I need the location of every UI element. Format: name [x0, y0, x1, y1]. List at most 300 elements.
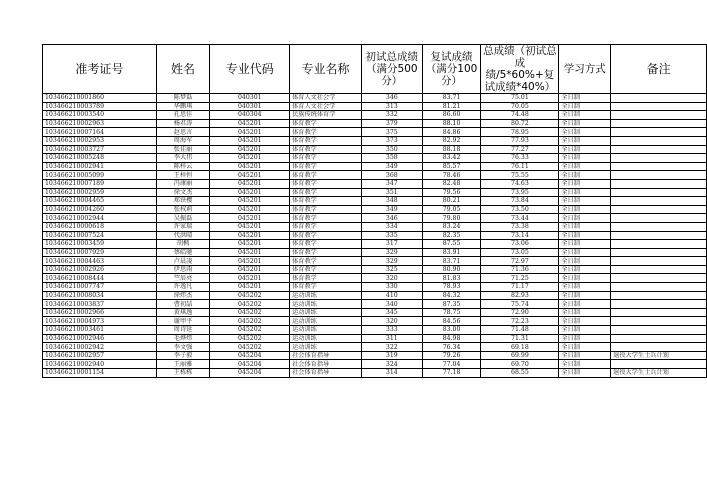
cell-name: 周海军 [156, 136, 210, 145]
cell-major-code: 045201 [210, 257, 290, 266]
cell-retest-score: 83.42 [422, 154, 481, 163]
cell-name: 郑铁樱 [156, 197, 210, 206]
cell-initial-score: 322 [361, 343, 422, 352]
cell-total-score: 69.18 [481, 343, 559, 352]
cell-major-name: 体育教学 [290, 274, 362, 283]
cell-retest-score: 82.92 [422, 136, 481, 145]
cell-remark [611, 248, 707, 257]
cell-initial-score: 350 [361, 145, 422, 154]
cell-exam-id: 103466210001154 [43, 369, 157, 378]
cell-major-name: 社会体育指导 [290, 369, 362, 378]
cell-name: 竺辰亮 [156, 274, 210, 283]
cell-major-name: 社会体育指导 [290, 351, 362, 360]
cell-total-score: 82.93 [481, 291, 559, 300]
cell-major-code: 045201 [210, 265, 290, 274]
cell-major-code: 045201 [210, 119, 290, 128]
cell-initial-score: 351 [361, 188, 422, 197]
cell-exam-id: 103466210002953 [43, 136, 157, 145]
cell-study-mode: 全日制 [559, 214, 611, 223]
cell-major-name: 体育教学 [290, 197, 362, 206]
cell-study-mode: 全日制 [559, 162, 611, 171]
cell-initial-score: 358 [361, 154, 422, 163]
cell-total-score: 74.48 [481, 111, 559, 120]
cell-initial-score: 345 [361, 308, 422, 317]
cell-name: 胡枫 [156, 240, 210, 249]
cell-study-mode: 全日制 [559, 128, 611, 137]
table-body [43, 94, 707, 378]
cell-total-score: 80.72 [481, 119, 559, 128]
cell-major-code: 045201 [210, 214, 290, 223]
cell-study-mode: 全日制 [559, 197, 611, 206]
header-total-score: 总成绩（初试总成绩/5*60%+复试成绩*40%） [481, 45, 559, 94]
cell-remark [611, 240, 707, 249]
cell-exam-id: 103466210002926 [43, 265, 157, 274]
cell-exam-id: 103466210003459 [43, 240, 157, 249]
cell-major-name: 体育教学 [290, 145, 362, 154]
table-row [43, 214, 707, 223]
cell-exam-id: 103466210002966 [43, 308, 157, 317]
cell-major-name: 体育教学 [290, 257, 362, 266]
cell-retest-score: 79.56 [422, 188, 481, 197]
cell-major-code: 045201 [210, 222, 290, 231]
cell-major-name: 运动训练 [290, 291, 362, 300]
cell-exam-id: 103466210001860 [43, 94, 157, 103]
table-row [43, 248, 707, 257]
cell-name: 王梓恒 [156, 171, 210, 180]
cell-name: 张佳丽 [156, 145, 210, 154]
cell-name: 吴振磊 [156, 214, 210, 223]
header-remark: 备注 [611, 45, 707, 94]
cell-total-score: 69.70 [481, 360, 559, 369]
cell-major-name: 体育教学 [290, 128, 362, 137]
cell-remark [611, 343, 707, 352]
cell-major-code: 045201 [210, 154, 290, 163]
cell-total-score: 73.06 [481, 240, 559, 249]
header-initial-score: 初试总成绩（满分500分） [361, 45, 422, 94]
cell-major-name: 体育教学 [290, 179, 362, 188]
cell-major-code: 045201 [210, 145, 290, 154]
cell-retest-score: 80.21 [422, 197, 481, 206]
cell-remark [611, 231, 707, 240]
cell-major-name: 体育教学 [290, 188, 362, 197]
cell-total-score: 77.27 [481, 145, 559, 154]
cell-initial-score: 333 [361, 326, 422, 335]
table-row [43, 369, 707, 378]
table-row [43, 145, 707, 154]
cell-study-mode: 全日制 [559, 317, 611, 326]
cell-remark [611, 154, 707, 163]
cell-exam-id: 103466210003461 [43, 326, 157, 335]
cell-study-mode: 全日制 [559, 119, 611, 128]
cell-total-score: 68.55 [481, 369, 559, 378]
cell-exam-id: 103466210004463 [43, 257, 157, 266]
cell-study-mode: 全日制 [559, 171, 611, 180]
cell-name: 伊思雨 [156, 265, 210, 274]
cell-major-name: 社会体育指导 [290, 360, 362, 369]
cell-major-name: 体育教学 [290, 222, 362, 231]
cell-remark [611, 360, 707, 369]
cell-major-name: 体育教学 [290, 283, 362, 292]
cell-total-score: 71.48 [481, 326, 559, 335]
cell-name: 徐文杰 [156, 188, 210, 197]
cell-study-mode: 全日制 [559, 136, 611, 145]
cell-total-score: 73.84 [481, 197, 559, 206]
cell-study-mode: 全日制 [559, 188, 611, 197]
cell-major-code: 045201 [210, 188, 290, 197]
cell-name: 王丽雅 [156, 360, 210, 369]
cell-initial-score: 320 [361, 274, 422, 283]
table-row [43, 291, 707, 300]
cell-name: 冯康丽 [156, 179, 210, 188]
table-row [43, 188, 707, 197]
cell-retest-score: 78.93 [422, 283, 481, 292]
cell-initial-score: 346 [361, 94, 422, 103]
cell-remark [611, 205, 707, 214]
table-row [43, 231, 707, 240]
cell-exam-id: 103466210008444 [43, 274, 157, 283]
cell-major-name: 运动训练 [290, 317, 362, 326]
table-row [43, 343, 707, 352]
cell-study-mode: 全日制 [559, 300, 611, 309]
cell-initial-score: 410 [361, 291, 422, 300]
cell-exam-id: 103466210002957 [43, 351, 157, 360]
cell-remark [611, 334, 707, 343]
cell-name: 周诗延 [156, 326, 210, 335]
cell-name: 陈梦磊 [156, 94, 210, 103]
cell-study-mode: 全日制 [559, 343, 611, 352]
cell-name: 徐炜杰 [156, 291, 210, 300]
cell-name: 谢甲平 [156, 317, 210, 326]
cell-study-mode: 全日制 [559, 334, 611, 343]
cell-major-name: 体育教学 [290, 171, 362, 180]
table-row [43, 128, 707, 137]
cell-retest-score: 83.71 [422, 257, 481, 266]
cell-retest-score: 83.91 [422, 248, 481, 257]
cell-initial-score: 320 [361, 317, 422, 326]
cell-total-score: 76.11 [481, 162, 559, 171]
cell-study-mode: 全日制 [559, 248, 611, 257]
header-study-mode: 学习方式 [559, 45, 611, 94]
cell-major-name: 体育教学 [290, 231, 362, 240]
cell-exam-id: 103466210005248 [43, 154, 157, 163]
cell-remark: 退役大学生士兵计划 [611, 351, 707, 360]
cell-name: 张权莉 [156, 205, 210, 214]
cell-exam-id: 103466210004973 [43, 317, 157, 326]
cell-name: 孔思佳 [156, 111, 210, 120]
table-row [43, 334, 707, 343]
cell-study-mode: 全日制 [559, 291, 611, 300]
cell-retest-score: 88.18 [422, 145, 481, 154]
cell-retest-score: 76.34 [422, 343, 481, 352]
cell-initial-score: 368 [361, 171, 422, 180]
cell-major-name: 运动训练 [290, 326, 362, 335]
cell-total-score: 73.38 [481, 222, 559, 231]
table-row [43, 265, 707, 274]
cell-initial-score: 379 [361, 119, 422, 128]
cell-major-code: 045201 [210, 240, 290, 249]
cell-remark [611, 119, 707, 128]
cell-exam-id: 103466210007747 [43, 283, 157, 292]
cell-remark [611, 128, 707, 137]
cell-initial-score: 335 [361, 231, 422, 240]
score-table [42, 44, 707, 378]
cell-name: 李文强 [156, 343, 210, 352]
cell-name: 代洪晴 [156, 231, 210, 240]
cell-exam-id: 103466210002959 [43, 188, 157, 197]
cell-total-score: 77.93 [481, 136, 559, 145]
cell-initial-score: 348 [361, 197, 422, 206]
cell-retest-score: 77.18 [422, 369, 481, 378]
cell-retest-score: 79.26 [422, 351, 481, 360]
cell-total-score: 75.74 [481, 300, 559, 309]
cell-study-mode: 全日制 [559, 257, 611, 266]
cell-study-mode: 全日制 [559, 154, 611, 163]
cell-total-score: 71.36 [481, 265, 559, 274]
cell-exam-id: 103466210002942 [43, 343, 157, 352]
cell-study-mode: 全日制 [559, 179, 611, 188]
cell-exam-id: 103466210003837 [43, 300, 157, 309]
header-name: 姓名 [156, 45, 210, 94]
cell-total-score: 75.01 [481, 94, 559, 103]
cell-total-score: 73.14 [481, 231, 559, 240]
cell-total-score: 69.99 [481, 351, 559, 360]
cell-major-code: 045201 [210, 205, 290, 214]
cell-total-score: 72.90 [481, 308, 559, 317]
cell-initial-score: 329 [361, 248, 422, 257]
cell-remark [611, 300, 707, 309]
cell-study-mode: 全日制 [559, 231, 611, 240]
cell-retest-score: 83.24 [422, 222, 481, 231]
header-exam-id: 准考证号 [43, 45, 157, 94]
cell-major-name: 体育教学 [290, 205, 362, 214]
table-row [43, 300, 707, 309]
table-row [43, 111, 707, 120]
cell-major-name: 体育教学 [290, 214, 362, 223]
cell-remark: 退役大学生士兵计划 [611, 369, 707, 378]
cell-name: 赵思言 [156, 128, 210, 137]
cell-study-mode: 全日制 [559, 360, 611, 369]
cell-exam-id: 103466210004260 [43, 205, 157, 214]
cell-name: 李大伟 [156, 154, 210, 163]
header-retest-score: 复试成绩（满分100分） [422, 45, 481, 94]
cell-study-mode: 全日制 [559, 222, 611, 231]
cell-major-code: 045204 [210, 369, 290, 378]
cell-name: 蔡皓驰 [156, 248, 210, 257]
table-row [43, 162, 707, 171]
cell-exam-id: 103466210008034 [43, 291, 157, 300]
cell-major-code: 045201 [210, 179, 290, 188]
cell-major-name: 体育教学 [290, 240, 362, 249]
cell-major-name: 体育人文社会学 [290, 102, 362, 111]
cell-remark [611, 317, 707, 326]
cell-total-score: 73.95 [481, 188, 559, 197]
cell-total-score: 72.97 [481, 257, 559, 266]
cell-major-code: 045201 [210, 283, 290, 292]
cell-total-score: 73.44 [481, 214, 559, 223]
cell-major-code: 045202 [210, 300, 290, 309]
cell-major-code: 045202 [210, 343, 290, 352]
cell-major-code: 040301 [210, 102, 290, 111]
cell-remark [611, 162, 707, 171]
cell-major-name: 体育教学 [290, 248, 362, 257]
cell-study-mode: 全日制 [559, 351, 611, 360]
cell-initial-score: 317 [361, 240, 422, 249]
cell-major-name: 体育教学 [290, 136, 362, 145]
cell-remark [611, 222, 707, 231]
cell-exam-id: 103466210000618 [43, 222, 157, 231]
cell-study-mode: 全日制 [559, 205, 611, 214]
cell-major-name: 运动训练 [290, 343, 362, 352]
cell-total-score: 76.33 [481, 154, 559, 163]
cell-initial-score: 349 [361, 162, 422, 171]
cell-retest-score: 77.04 [422, 360, 481, 369]
cell-remark [611, 94, 707, 103]
cell-major-code: 040304 [210, 111, 290, 120]
cell-major-name: 体育教学 [290, 162, 362, 171]
cell-exam-id: 103466210007524 [43, 231, 157, 240]
table-header-row [43, 45, 707, 94]
cell-exam-id: 103466210003540 [43, 111, 157, 120]
cell-remark [611, 171, 707, 180]
cell-exam-id: 103466210005099 [43, 171, 157, 180]
cell-exam-id: 103466210007929 [43, 248, 157, 257]
cell-exam-id: 103466210007189 [43, 179, 157, 188]
cell-retest-score: 85.57 [422, 162, 481, 171]
cell-initial-score: 314 [361, 369, 422, 378]
cell-total-score: 78.95 [481, 128, 559, 137]
cell-study-mode: 全日制 [559, 102, 611, 111]
table-row [43, 136, 707, 145]
cell-total-score: 72.23 [481, 317, 559, 326]
table-row [43, 257, 707, 266]
table-row [43, 197, 707, 206]
cell-remark [611, 145, 707, 154]
cell-initial-score: 340 [361, 300, 422, 309]
cell-retest-score: 84.56 [422, 317, 481, 326]
cell-study-mode: 全日制 [559, 274, 611, 283]
cell-initial-score: 324 [361, 360, 422, 369]
cell-major-name: 运动训练 [290, 334, 362, 343]
cell-major-name: 运动训练 [290, 300, 362, 309]
cell-exam-id: 103466210002946 [43, 334, 157, 343]
cell-major-code: 045202 [210, 334, 290, 343]
cell-retest-score: 88.10 [422, 119, 481, 128]
cell-major-code: 045201 [210, 248, 290, 257]
cell-retest-score: 84.86 [422, 128, 481, 137]
cell-remark [611, 102, 707, 111]
cell-major-name: 民族传统体育学 [290, 111, 362, 120]
cell-major-code: 045201 [210, 171, 290, 180]
cell-retest-score: 80.90 [422, 265, 481, 274]
cell-name: 李子毅 [156, 351, 210, 360]
cell-retest-score: 79.80 [422, 214, 481, 223]
cell-total-score: 71.31 [481, 334, 559, 343]
header-major-code: 专业代码 [210, 45, 290, 94]
cell-remark [611, 257, 707, 266]
cell-study-mode: 全日制 [559, 308, 611, 317]
table-row [43, 205, 707, 214]
table-row [43, 154, 707, 163]
cell-initial-score: 346 [361, 214, 422, 223]
table-row [43, 102, 707, 111]
cell-major-code: 045202 [210, 308, 290, 317]
cell-name: 黄琪逸 [156, 308, 210, 317]
cell-major-code: 045201 [210, 136, 290, 145]
cell-major-code: 045201 [210, 231, 290, 240]
cell-major-name: 体育教学 [290, 154, 362, 163]
cell-major-name: 运动训练 [290, 308, 362, 317]
table-row [43, 360, 707, 369]
table-row [43, 222, 707, 231]
cell-exam-id: 103466210003727 [43, 145, 157, 154]
table-row [43, 283, 707, 292]
cell-retest-score: 87.55 [422, 240, 481, 249]
cell-major-code: 040301 [210, 94, 290, 103]
cell-retest-score: 86.60 [422, 111, 481, 120]
header-major-name: 专业名称 [290, 45, 362, 94]
cell-initial-score: 349 [361, 205, 422, 214]
cell-name: 许逸凡 [156, 283, 210, 292]
cell-exam-id: 103466210007164 [43, 128, 157, 137]
cell-exam-id: 103466210004465 [43, 197, 157, 206]
cell-retest-score: 82.48 [422, 179, 481, 188]
cell-name: 华鹏琪 [156, 102, 210, 111]
cell-initial-score: 313 [361, 102, 422, 111]
table-row [43, 119, 707, 128]
cell-exam-id: 103466210002963 [43, 119, 157, 128]
cell-name: 卢晨凌 [156, 257, 210, 266]
cell-remark [611, 265, 707, 274]
cell-initial-score: 330 [361, 283, 422, 292]
cell-retest-score: 87.35 [422, 300, 481, 309]
cell-remark [611, 291, 707, 300]
cell-initial-score: 319 [361, 351, 422, 360]
cell-major-name: 体育人文社会学 [290, 94, 362, 103]
cell-name: 陈梓云 [156, 162, 210, 171]
table-row [43, 308, 707, 317]
cell-retest-score: 81.21 [422, 102, 481, 111]
cell-remark [611, 214, 707, 223]
cell-exam-id: 103466210002941 [43, 162, 157, 171]
cell-remark [611, 179, 707, 188]
cell-remark [611, 136, 707, 145]
table-row [43, 274, 707, 283]
cell-initial-score: 375 [361, 128, 422, 137]
cell-retest-score: 78.46 [422, 171, 481, 180]
cell-study-mode: 全日制 [559, 145, 611, 154]
cell-name: 毛烨炜 [156, 334, 210, 343]
cell-name: 王栋栋 [156, 369, 210, 378]
table-row [43, 179, 707, 188]
cell-name: 曹初喆 [156, 300, 210, 309]
cell-retest-score: 78.75 [422, 308, 481, 317]
cell-major-name: 体育教学 [290, 119, 362, 128]
cell-major-code: 045202 [210, 326, 290, 335]
table-row [43, 326, 707, 335]
cell-remark [611, 326, 707, 335]
cell-study-mode: 全日制 [559, 369, 611, 378]
cell-initial-score: 329 [361, 257, 422, 266]
cell-major-code: 045204 [210, 351, 290, 360]
cell-major-code: 045201 [210, 128, 290, 137]
cell-total-score: 71.25 [481, 274, 559, 283]
cell-exam-id: 103466210003789 [43, 102, 157, 111]
cell-major-code: 045202 [210, 317, 290, 326]
cell-major-code: 045202 [210, 291, 290, 300]
cell-initial-score: 347 [361, 179, 422, 188]
cell-remark [611, 188, 707, 197]
cell-total-score: 73.50 [481, 205, 559, 214]
